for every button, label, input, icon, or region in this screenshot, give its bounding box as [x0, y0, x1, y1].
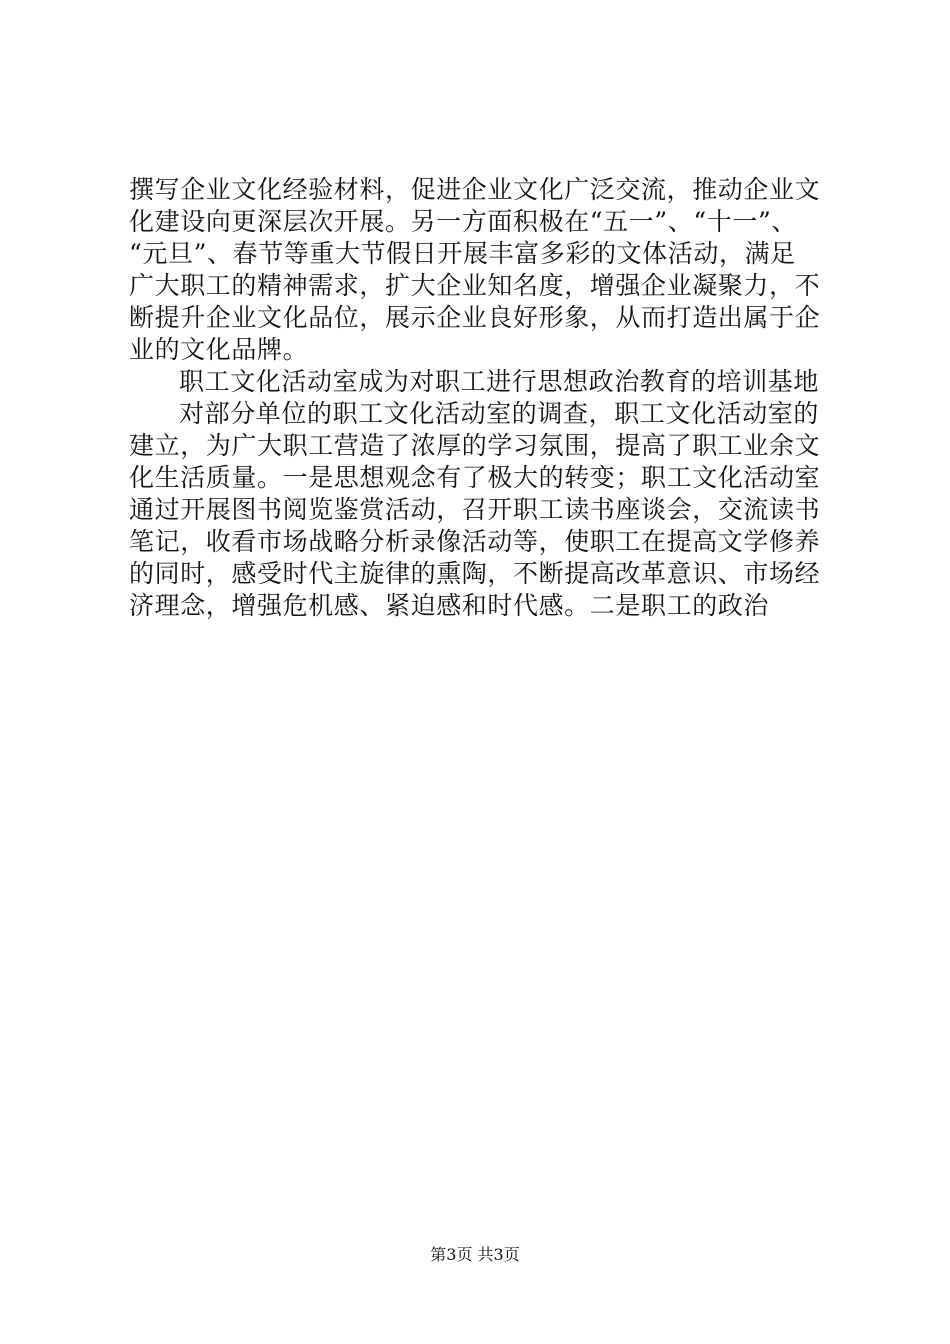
section-heading: 职工文化活动室成为对职工进行思想政治教育的培训基地 [179, 367, 820, 396]
paragraph-line: 业的文化品牌。 [129, 335, 309, 364]
paragraph-line: 济理念，增强危机感、紧迫感和时代感。二是职工的政治 [129, 591, 770, 620]
page-number-footer: 第3页 共3页 [430, 1245, 520, 1264]
paragraph-line: 对部分单位的职工文化活动室的调查，职工文化活动室的 [179, 399, 820, 428]
paragraph-line: 广大职工的精神需求，扩大企业知名度，增强企业凝聚力，不 [129, 271, 821, 300]
paragraph-line: 的同时，感受时代主旋律的熏陶，不断提高改革意识、市场经 [129, 559, 821, 588]
paragraph-line: 通过开展图书阅览鉴赏活动，召开职工读书座谈会，交流读书 [129, 495, 821, 524]
paragraph-line: 撰写企业文化经验材料，促进企业文化广泛交流，推动企业文 [129, 175, 821, 204]
paragraph-line: 笔记，收看市场战略分析录像活动等，使职工在提高文学修养 [129, 527, 821, 556]
paragraph-line: “元旦”、春节等重大节假日开展丰富多彩的文体活动，满足 [129, 239, 796, 268]
paragraph-line: 建立，为广大职工营造了浓厚的学习氛围，提高了职工业余文 [129, 431, 821, 460]
paragraph-line: 化生活质量。一是思想观念有了极大的转变；职工文化活动室 [129, 463, 821, 492]
document-body [129, 174, 849, 622]
paragraph-line: 断提升企业文化品位，展示企业良好形象，从而打造出属于企 [129, 303, 821, 332]
paragraph-line: 化建设向更深层次开展。另一方面积极在“五一”、“十一”、 [129, 207, 797, 236]
